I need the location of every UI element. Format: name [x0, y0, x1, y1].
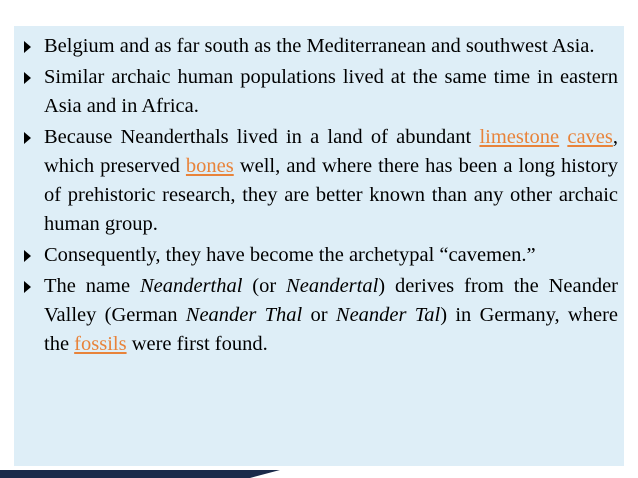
bullet-text: Belgium and as far south as the Mediterranean and southwest Asia. [44, 35, 595, 57]
bullet-item-belgium [22, 32, 618, 61]
bullet-text: Consequently, they have become the archetypal “cavemen.” [44, 244, 536, 266]
italic-term: Neander Tal [335, 304, 441, 326]
footer-accent-bar [0, 470, 250, 478]
footer-accent-wedge [250, 470, 280, 478]
italic-term: Neandertal [286, 275, 379, 297]
italic-term: Neanderthal [139, 275, 243, 297]
bullet-text: were first found. [126, 333, 268, 355]
triangle-bullet-icon [24, 41, 31, 53]
bullet-item-archaic-populations [22, 63, 618, 121]
bullet-item-limestone-caves [22, 123, 618, 239]
link-caves[interactable]: caves [567, 126, 613, 148]
bullet-text: ) in Germany, where the [44, 304, 618, 355]
triangle-bullet-icon [24, 281, 31, 293]
triangle-bullet-icon [24, 72, 31, 84]
link-bones[interactable]: bones [185, 155, 234, 177]
link-fossils[interactable]: fossils [74, 333, 127, 355]
bullet-list [22, 32, 618, 361]
bullet-text: well, and where there has been a long history of prehistoric research, they are better known than any other archaic human group. [44, 155, 618, 235]
bullet-text: Similar archaic human populations lived at the same time in eastern Asia and in Africa. [44, 66, 618, 117]
bullet-text: (or [242, 275, 287, 297]
triangle-bullet-icon [24, 250, 31, 262]
bullet-item-cavemen [22, 241, 618, 270]
italic-term: Neander Thal [185, 304, 303, 326]
bullet-text: ) derives from the Neander Valley (German [44, 275, 619, 326]
triangle-bullet-icon [24, 132, 31, 144]
link-limestone[interactable]: limestone [479, 126, 560, 148]
bullet-text: Because Neanderthals lived in a land of abundant [44, 126, 480, 148]
bullet-text: , which preserved [44, 126, 618, 177]
bullet-text: or [302, 304, 336, 326]
bullet-text: The name [44, 275, 140, 297]
bullet-item-neanderthal-name [22, 272, 618, 359]
